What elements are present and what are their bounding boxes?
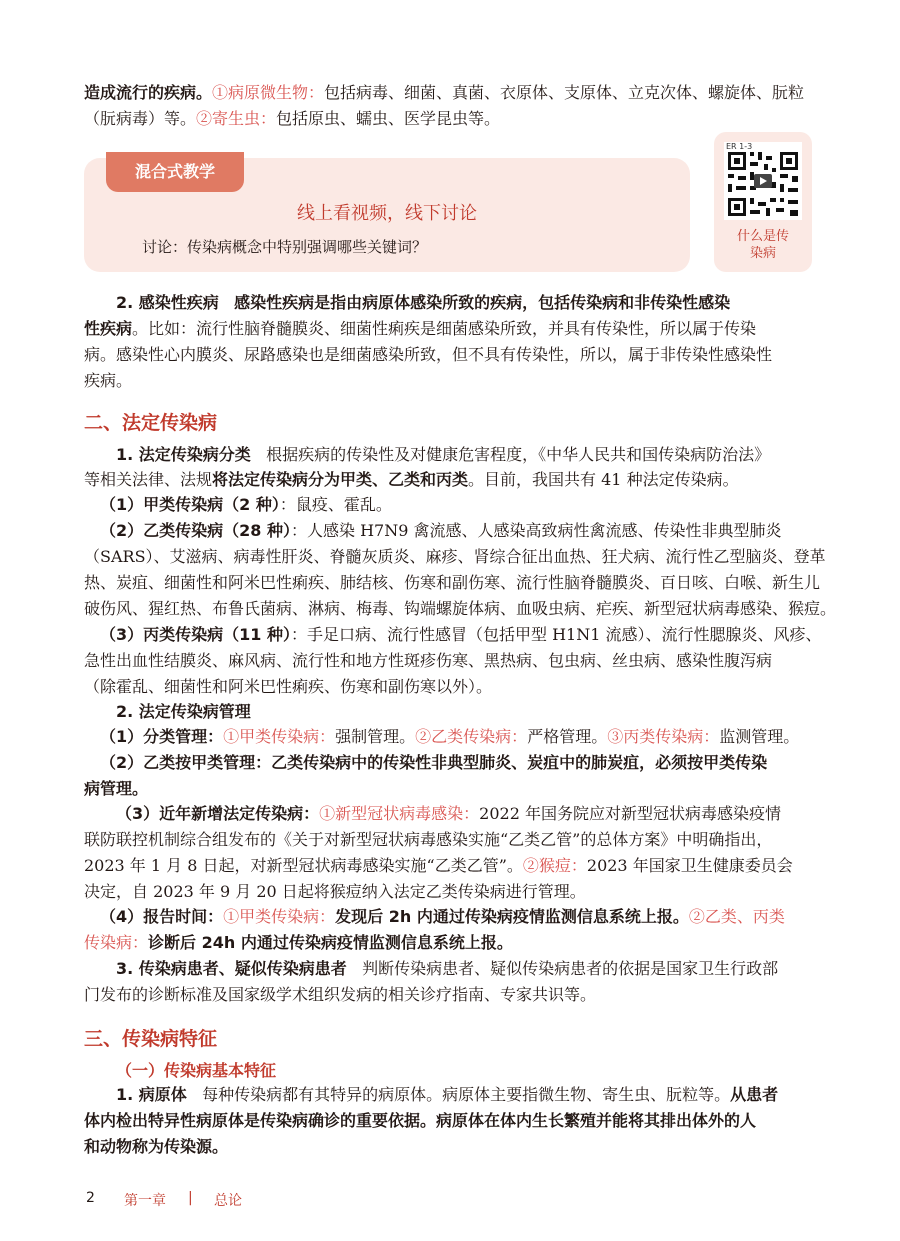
text-line: 急性出血性结膜炎、麻风病、流行性和地方性斑疹伤寒、黑热病、包虫病、丝虫病、感染性腹泻病 xyxy=(84,651,773,670)
text-line xyxy=(116,292,730,314)
text-line: 疾病。 xyxy=(84,371,133,390)
text-line: （2）乙类按甲类管理：乙类传染病中的传染性非典型肺炎、炭疽中的肺炭疽，必须按甲类传染 xyxy=(100,753,768,772)
text-bold: 感染性疾病是指由病原体感染所致的疾病，包括传染病和非传染性感染 xyxy=(234,293,731,312)
text-line: 热、炭疽、细菌性和阿米巴性痢疾、肺结核、伤寒和副伤寒、流行性脑脊髓膜炎、百日咳、白喉、新生儿 xyxy=(84,573,821,592)
qr-code-icon[interactable] xyxy=(724,142,802,220)
qr-caption-line: 染病 xyxy=(749,246,776,261)
highlight-term: ②猴痘： xyxy=(522,856,587,875)
highlight-term: ①新型冠状病毒感染： xyxy=(319,804,480,823)
footer-separator: | xyxy=(188,1190,193,1206)
text-bold: （2）乙类传染病（28 种） xyxy=(100,521,291,540)
text: 每种传染病都有其特异的病原体。病原体主要指微生物、寄生虫、朊粒等。 xyxy=(202,1085,731,1104)
text-line xyxy=(84,318,756,340)
discussion-question: 讨论：传染病概念中特别强调哪些关键词？ xyxy=(142,238,428,256)
text: 强制管理。 xyxy=(335,727,416,746)
text-line xyxy=(84,82,804,104)
text-line: （SARS）、艾滋病、病毒性肝炎、脊髓灰质炎、麻疹、肾综合征出血热、狂犬病、流行性乙型脑炎、登革 xyxy=(84,547,826,566)
subsection-heading: （一）传染病基本特征 xyxy=(116,1061,277,1080)
text-line xyxy=(100,494,392,516)
text-line: 和动物称为传染源。 xyxy=(84,1137,229,1156)
highlight-term: 传染病： xyxy=(84,933,149,952)
text-line: 决定，自 2023 年 9 月 20 日起将猴痘纳入法定乙类传染病进行管理。 xyxy=(84,882,586,901)
text-bold: 发现后 2h 内通过传染病疫情监测信息系统上报。 xyxy=(335,907,689,926)
highlight-term: ②乙类、丙类 xyxy=(688,907,785,926)
highlight-term: ③丙类传染病： xyxy=(607,727,720,746)
footer-chapter: 第一章 xyxy=(124,1193,166,1209)
text: 判断传染病患者、疑似传染病患者的依据是国家卫生行政部 xyxy=(362,959,779,978)
highlight-term: ②寄生虫： xyxy=(196,109,277,128)
qr-code-id: ER 1-3 xyxy=(726,142,753,151)
text: 。目前，我国共有 41 种法定传染病。 xyxy=(468,470,739,489)
text-line xyxy=(100,520,781,542)
text: 2023 年国家卫生健康委员会 xyxy=(586,856,793,875)
text-line xyxy=(116,444,770,466)
text-line xyxy=(100,624,821,646)
blended-teaching-tag: 混合式教学 xyxy=(106,152,244,192)
text: 严格管理。 xyxy=(527,727,608,746)
text-line: 门发布的诊断标准及国家级学术组织发病的相关诊疗指南、专家共识等。 xyxy=(84,985,597,1004)
highlight-term: ②乙类传染病： xyxy=(415,727,528,746)
text-bold: 性疾病 xyxy=(84,319,133,338)
text-line: 联防联控机制综合组发布的《关于对新型冠状病毒感染实施“乙类乙管”的总体方案》中明确指出， xyxy=(84,830,773,849)
text-line: 病管理。 xyxy=(84,779,149,798)
text-line: 病。感染性心内膜炎、尿路感染也是细菌感染所致，但不具有传染性，所以，属于非传染性感染性 xyxy=(84,345,773,364)
text-line: 体内检出特异性病原体是传染病确诊的重要依据。病原体在体内生长繁殖并能将其排出体外的人 xyxy=(84,1111,757,1130)
text-line: （除霍乱、细菌性和阿米巴性痢疾、伤寒和副伤寒以外）。 xyxy=(84,677,493,696)
text: 包括病毒、细菌、真菌、衣原体、支原体、立克次体、螺旋体、朊粒 xyxy=(324,83,805,102)
text-line xyxy=(84,855,793,877)
text: 2022 年国务院应对新型冠状病毒感染疫情 xyxy=(479,804,781,823)
text: （朊病毒）等。 xyxy=(84,109,197,128)
text-line: 破伤风、猩红热、布鲁氏菌病、淋病、梅毒、钩端螺旋体病、血吸虫病、疟疾、新型冠状病毒感染、猴痘。 xyxy=(84,599,837,618)
text-bold: 造成流行的疾病。 xyxy=(84,83,213,102)
text: 根据疾病的传染性及对健康危害程度，《中华人民共和国传染病防治法》 xyxy=(266,445,771,464)
text-bold: 从患者 xyxy=(730,1085,779,1104)
text-bold: 1. 法定传染病分类 xyxy=(116,445,251,464)
text-line xyxy=(84,108,500,130)
text: 。比如：流行性脑脊髓膜炎、细菌性痢疾是细菌感染所致，并具有传染性，所以属于传染 xyxy=(132,319,757,338)
highlight-term: ①病原微生物： xyxy=(212,83,325,102)
text-bold: （3）丙类传染病（11 种） xyxy=(100,625,291,644)
text: 监测管理。 xyxy=(719,727,800,746)
text-bold: 2. 感染性疾病 xyxy=(116,293,219,312)
text-line xyxy=(116,803,781,825)
text-line xyxy=(116,958,778,980)
text-line xyxy=(116,1084,778,1106)
text-bold: 诊断后 24h 内通过传染病疫情监测信息系统上报。 xyxy=(148,933,513,952)
qr-caption-line: 什么是传 xyxy=(736,229,789,244)
page-number: 2 xyxy=(86,1190,95,1206)
text-line xyxy=(100,726,799,748)
text-line xyxy=(100,906,785,928)
text: ：手足口病、流行性感冒（包括甲型 H1N1 流感）、流行性腮腺炎、风疹、 xyxy=(290,625,822,644)
text-bold: 1. 病原体 xyxy=(116,1085,187,1104)
highlight-term: ①甲类传染病： xyxy=(223,727,336,746)
text-line xyxy=(84,469,739,491)
text-bold: （1）分类管理： xyxy=(100,727,224,746)
text: 包括原虫、蠕虫、医学昆虫等。 xyxy=(276,109,501,128)
text-line xyxy=(116,701,251,723)
footer-title: 总论 xyxy=(214,1193,242,1209)
qr-caption xyxy=(714,228,812,262)
highlight-term: ①甲类传染病： xyxy=(223,907,336,926)
text-bold: 将法定传染病分为甲类、乙类和丙类 xyxy=(212,470,469,489)
section-heading: 二、法定传染病 xyxy=(84,412,218,434)
text-bold: （3）近年新增法定传染病： xyxy=(116,804,320,823)
text: 等相关法律、法规 xyxy=(84,470,213,489)
text: ：人感染 H7N9 禽流感、人感染高致病性禽流感、传染性非典型肺炎 xyxy=(290,521,782,540)
section-heading: 三、传染病特征 xyxy=(84,1028,218,1050)
text-line xyxy=(84,932,513,954)
text-bold: （4）报告时间： xyxy=(100,907,224,926)
text-bold: 2. 法定传染病管理 xyxy=(116,702,251,721)
text: ：鼠疫、霍乱。 xyxy=(279,495,392,514)
text-bold: 3. 传染病患者、疑似传染病患者 xyxy=(116,959,347,978)
blended-teaching-title: 线上看视频，线下讨论 xyxy=(297,203,477,224)
text-bold: （1）甲类传染病（2 种） xyxy=(100,495,280,514)
text: 2023 年 1 月 8 日起，对新型冠状病毒感染实施“乙类乙管”。 xyxy=(84,856,523,875)
